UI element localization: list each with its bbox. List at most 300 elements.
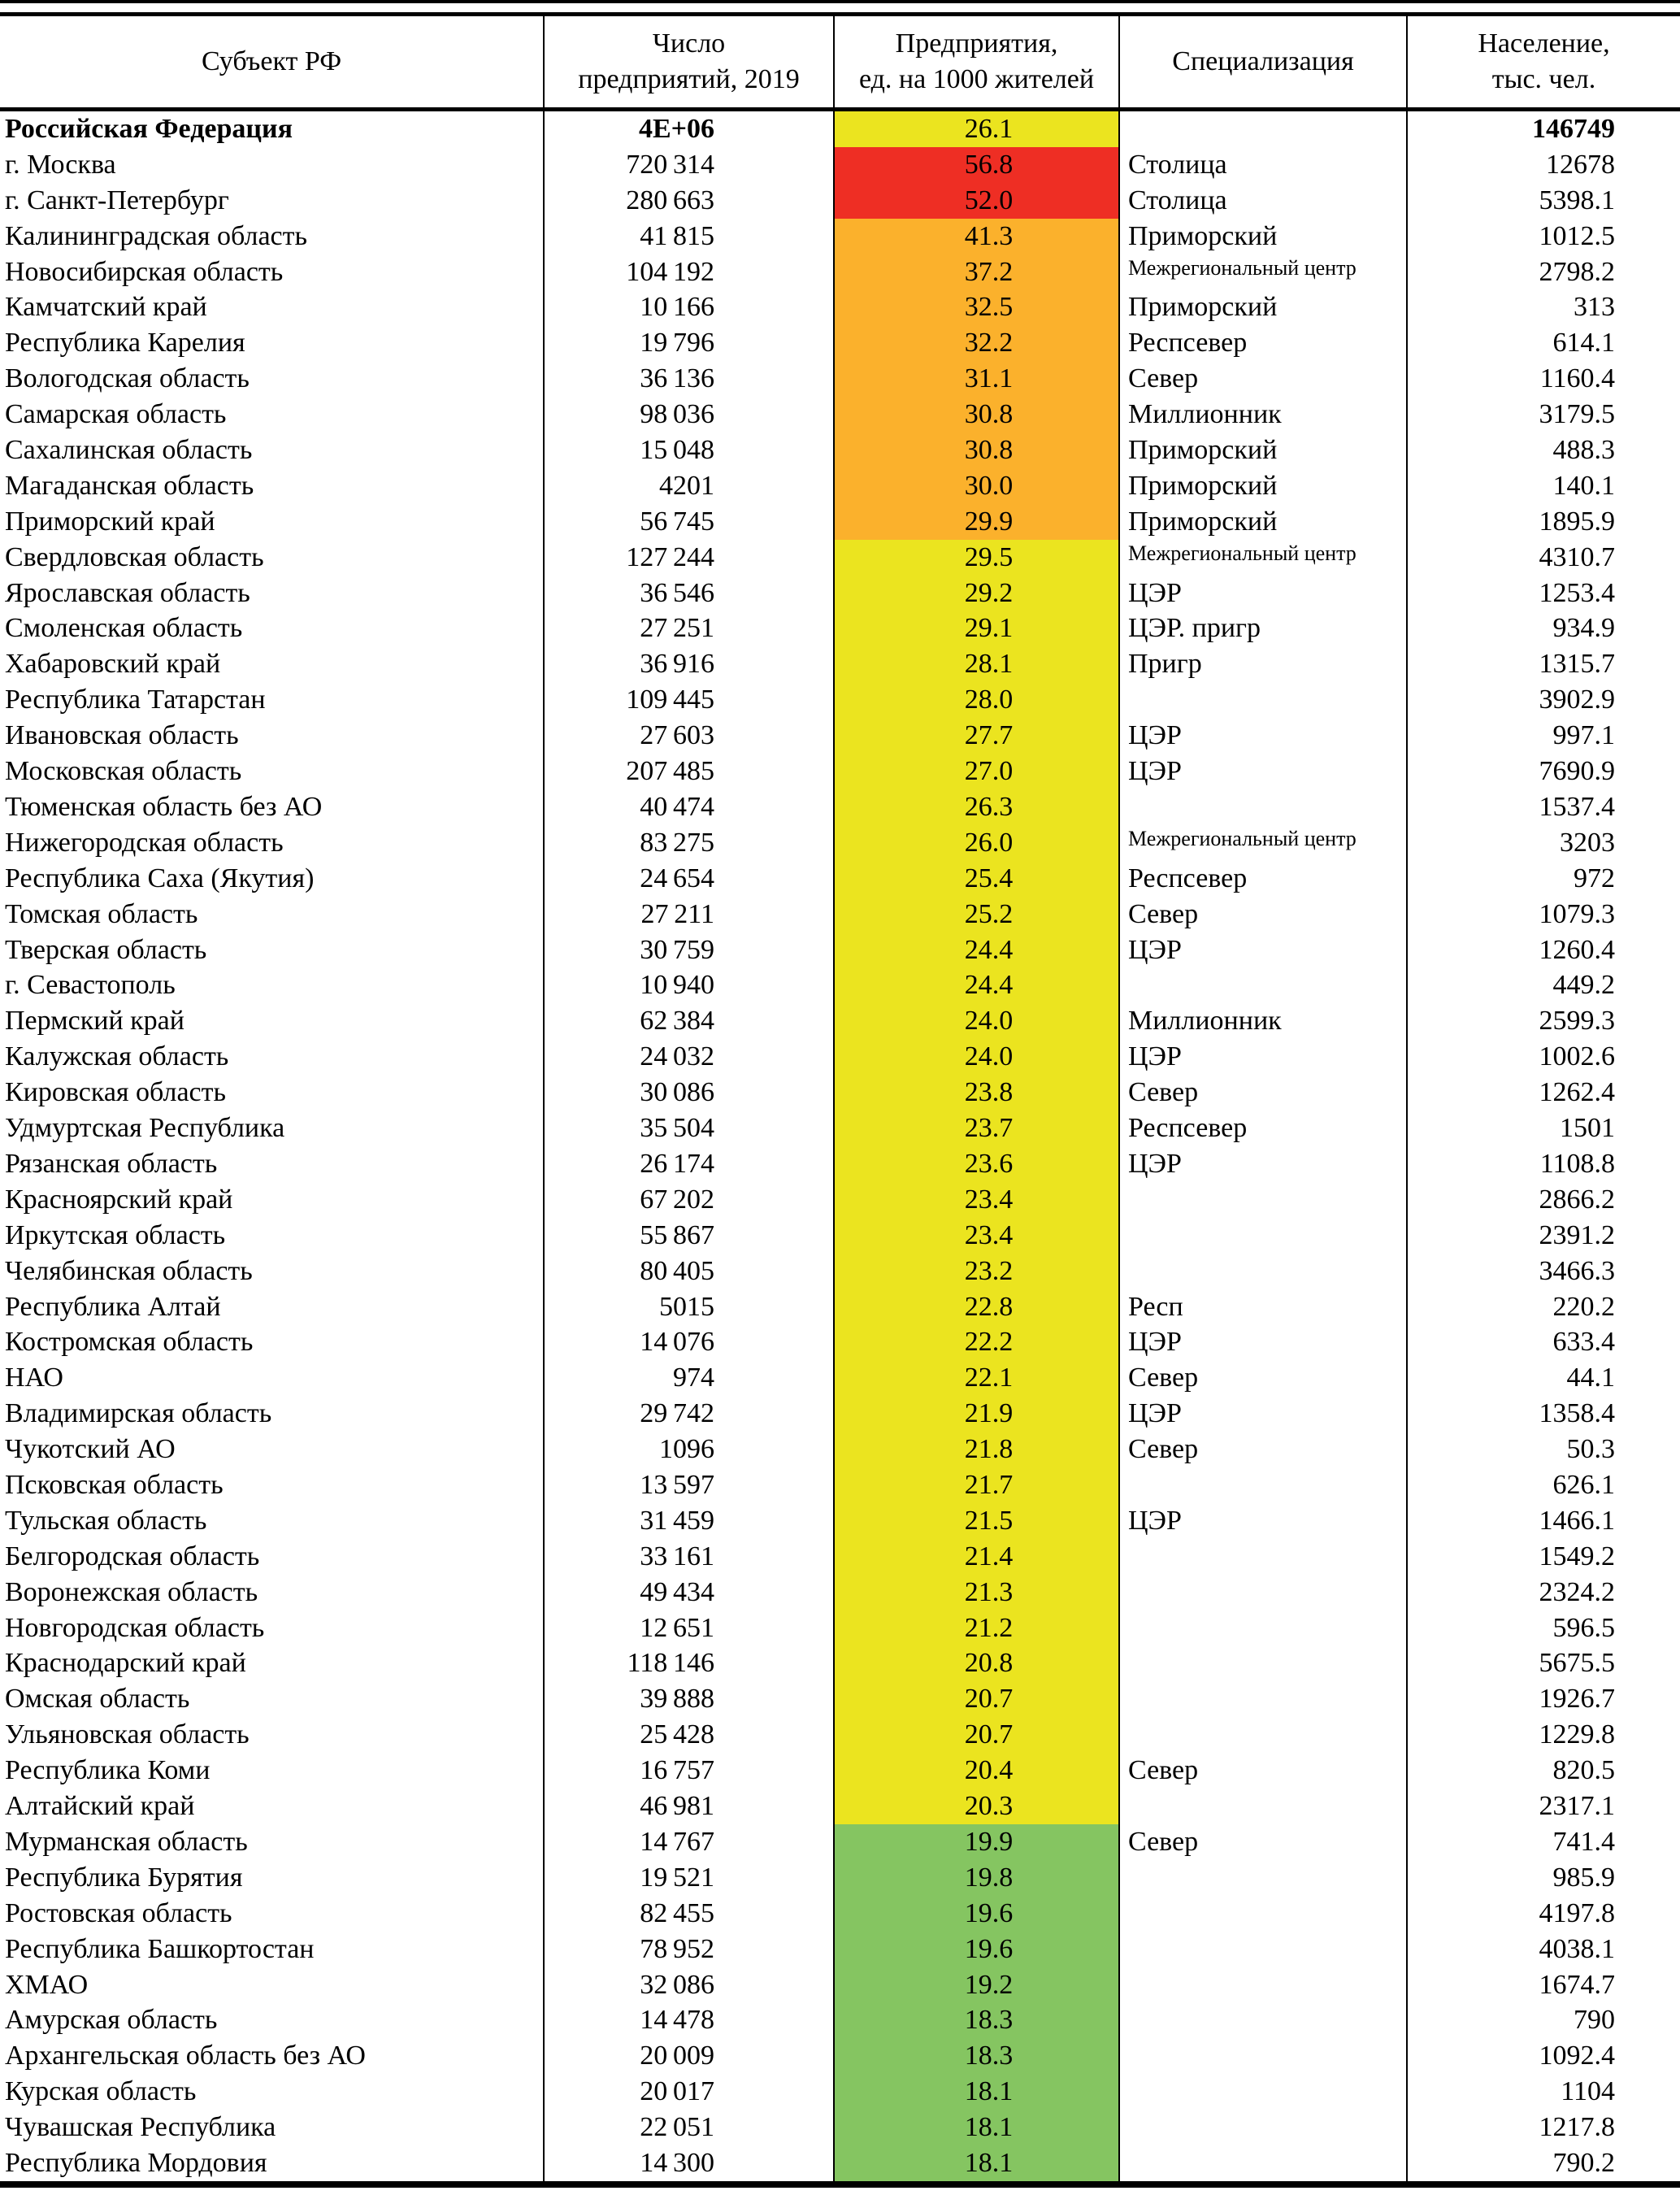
region-name-cell: Московская область: [5, 756, 242, 787]
rate-cell: 25.2: [833, 897, 1118, 932]
table-row: [0, 1824, 1680, 1860]
specialization-cell: ЦЭР: [1118, 1146, 1406, 1182]
rate-cell: 29.5: [833, 540, 1118, 576]
enterprise-count-cell: 16 757: [543, 1753, 833, 1789]
enterprise-count-cell: 36 136: [543, 361, 833, 397]
specialization-cell: Межрегиональный центр: [1118, 540, 1406, 576]
rate-cell: 21.9: [833, 1396, 1118, 1432]
population-cell: 5675.5: [1406, 1646, 1680, 1682]
specialization-cell: Север: [1118, 897, 1406, 932]
table-row: [0, 1610, 1680, 1646]
specialization-cell: ЦЭР: [1118, 1396, 1406, 1432]
table-row: [0, 1753, 1680, 1789]
enterprise-count-cell: 10 940: [543, 968, 833, 1004]
specialization-cell: [1118, 2003, 1406, 2039]
specialization-cell: Столица: [1118, 183, 1406, 219]
region-name-cell: Амурская область: [5, 2005, 218, 2036]
enterprise-count-cell: 25 428: [543, 1717, 833, 1753]
rate-cell: 23.6: [833, 1146, 1118, 1182]
enterprise-count-cell: 13 597: [543, 1467, 833, 1503]
region-name-cell: Ярославская область: [5, 577, 250, 608]
region-name-cell: НАО: [5, 1363, 63, 1393]
population-cell: 1549.2: [1406, 1539, 1680, 1575]
table-row: [0, 2038, 1680, 2074]
specialization-cell: [1118, 1610, 1406, 1646]
rate-cell: 29.2: [833, 576, 1118, 611]
region-name-cell: г. Севастополь: [5, 970, 176, 1001]
header-label-line: Население,: [1478, 28, 1610, 59]
region-name-cell: ХМАО: [5, 1969, 89, 2000]
table-row: [0, 1860, 1680, 1896]
rate-cell: 23.2: [833, 1254, 1118, 1289]
specialization-cell: Приморский: [1118, 219, 1406, 254]
enterprise-count-cell: 98 036: [543, 397, 833, 432]
enterprise-count-cell: 29 742: [543, 1396, 833, 1432]
rate-cell: 18.1: [833, 2074, 1118, 2110]
enterprise-count-cell: 26 174: [543, 1146, 833, 1182]
header-label-line: Субъект РФ: [201, 46, 342, 76]
rate-cell: 30.8: [833, 432, 1118, 468]
table-row: [0, 1967, 1680, 2003]
table-row: [0, 540, 1680, 576]
enterprise-count-cell: 127 244: [543, 540, 833, 576]
specialization-cell: [1118, 2145, 1406, 2181]
population-cell: 7690.9: [1406, 754, 1680, 789]
region-name-cell: Российская Федерация: [5, 113, 293, 144]
population-cell: 2391.2: [1406, 1218, 1680, 1254]
rate-cell: 21.2: [833, 1610, 1118, 1646]
table-row: [0, 2110, 1680, 2145]
region-name-cell: Чукотский АО: [5, 1434, 176, 1465]
region-name-cell: Магаданская область: [5, 470, 254, 501]
rate-cell: 20.8: [833, 1646, 1118, 1682]
specialization-cell: Приморский: [1118, 289, 1406, 325]
population-cell: 1253.4: [1406, 576, 1680, 611]
specialization-cell: Миллионник: [1118, 397, 1406, 432]
rate-cell: 29.9: [833, 504, 1118, 540]
population-cell: 313: [1406, 289, 1680, 325]
enterprise-count-cell: 31 459: [543, 1503, 833, 1539]
population-cell: 2317.1: [1406, 1789, 1680, 1824]
region-name-cell: Республика Карелия: [5, 328, 245, 359]
table-row: [0, 932, 1680, 968]
rate-cell: 18.1: [833, 2145, 1118, 2181]
enterprise-count-cell: 46 981: [543, 1789, 833, 1824]
enterprise-count-cell: 280 663: [543, 183, 833, 219]
specialization-cell: ЦЭР. пригр: [1118, 611, 1406, 647]
specialization-cell: ЦЭР: [1118, 932, 1406, 968]
rate-cell: 18.3: [833, 2003, 1118, 2039]
rate-cell: 19.6: [833, 1896, 1118, 1932]
population-cell: 140.1: [1406, 468, 1680, 504]
enterprise-count-cell: 4201: [543, 468, 833, 504]
specialization-cell: Север: [1118, 1075, 1406, 1111]
enterprise-count-cell: 15 048: [543, 432, 833, 468]
population-cell: 1466.1: [1406, 1503, 1680, 1539]
table-row: [0, 1289, 1680, 1325]
specialization-cell: [1118, 1218, 1406, 1254]
enterprise-count-cell: 5015: [543, 1289, 833, 1325]
population-cell: 1092.4: [1406, 2038, 1680, 2074]
specialization-cell: Респ: [1118, 1289, 1406, 1325]
table-row: [0, 2074, 1680, 2110]
table-row: [0, 504, 1680, 540]
region-name-cell: Ивановская область: [5, 720, 239, 751]
region-name-cell: Челябинская область: [5, 1255, 253, 1286]
region-name-cell: Калужская область: [5, 1041, 229, 1072]
enterprise-count-cell: 27 251: [543, 611, 833, 647]
header-specialization: [1118, 16, 1406, 107]
enterprise-count-cell: 20 009: [543, 2038, 833, 2074]
enterprise-count-cell: 12 651: [543, 1610, 833, 1646]
region-name-cell: Тверская область: [5, 934, 207, 965]
enterprise-count-cell: 30 759: [543, 932, 833, 968]
enterprise-count-cell: 32 086: [543, 1967, 833, 2003]
table-header: [0, 16, 1680, 111]
enterprise-count-cell: 62 384: [543, 1003, 833, 1039]
specialization-cell: [1118, 1182, 1406, 1218]
region-name-cell: Новгородская область: [5, 1612, 265, 1643]
table-row: [0, 611, 1680, 647]
rate-cell: 41.3: [833, 219, 1118, 254]
population-cell: 1260.4: [1406, 932, 1680, 968]
table-row: [0, 1932, 1680, 1967]
enterprise-count-cell: 24 032: [543, 1039, 833, 1075]
rate-cell: 19.8: [833, 1860, 1118, 1896]
rate-cell: 52.0: [833, 183, 1118, 219]
table-row: [0, 1254, 1680, 1289]
specialization-cell: [1118, 2110, 1406, 2145]
specialization-cell: [1118, 1681, 1406, 1717]
table-row: [0, 1218, 1680, 1254]
table-row: [0, 219, 1680, 254]
population-cell: 3179.5: [1406, 397, 1680, 432]
region-name-cell: Республика Татарстан: [5, 685, 266, 715]
population-cell: 2599.3: [1406, 1003, 1680, 1039]
rate-cell: 25.4: [833, 861, 1118, 897]
rate-cell: 20.3: [833, 1789, 1118, 1824]
table-row: [0, 1432, 1680, 1467]
specialization-cell: Приморский: [1118, 468, 1406, 504]
table-row: [0, 111, 1680, 147]
enterprise-count-cell: 78 952: [543, 1932, 833, 1967]
rate-cell: 22.2: [833, 1324, 1118, 1360]
region-name-cell: Вологодская область: [5, 363, 250, 394]
region-name-cell: Ростовская область: [5, 1897, 232, 1928]
population-cell: 790.2: [1406, 2145, 1680, 2181]
enterprise-count-cell: 4E+06: [543, 111, 833, 147]
rate-cell: 19.6: [833, 1932, 1118, 1967]
specialization-cell: Приморский: [1118, 432, 1406, 468]
population-cell: 449.2: [1406, 968, 1680, 1004]
table-row: [0, 2145, 1680, 2181]
population-cell: 614.1: [1406, 325, 1680, 361]
specialization-cell: Север: [1118, 1753, 1406, 1789]
population-cell: 741.4: [1406, 1824, 1680, 1860]
region-name-cell: Краснодарский край: [5, 1648, 246, 1679]
specialization-cell: ЦЭР: [1118, 576, 1406, 611]
rate-cell: 30.8: [833, 397, 1118, 432]
specialization-cell: ЦЭР: [1118, 754, 1406, 789]
region-name-cell: Новосибирская область: [5, 256, 284, 287]
table-row: [0, 1039, 1680, 1075]
specialization-cell: [1118, 1717, 1406, 1753]
enterprise-count-cell: 14 300: [543, 2145, 833, 2181]
region-name-cell: Республика Саха (Якутия): [5, 863, 315, 893]
population-cell: 220.2: [1406, 1289, 1680, 1325]
rate-cell: 21.8: [833, 1432, 1118, 1467]
rate-cell: 23.4: [833, 1182, 1118, 1218]
region-name-cell: Красноярский край: [5, 1184, 233, 1215]
specialization-cell: ЦЭР: [1118, 1503, 1406, 1539]
rate-cell: 26.0: [833, 825, 1118, 861]
population-cell: 1229.8: [1406, 1717, 1680, 1753]
header-enterprise-count: [543, 16, 833, 107]
region-name-cell: Архангельская область без АО: [5, 2041, 366, 2071]
enterprise-count-cell: 40 474: [543, 789, 833, 825]
enterprise-count-cell: 35 504: [543, 1111, 833, 1146]
region-name-cell: Удмуртская Республика: [5, 1113, 285, 1144]
population-cell: 596.5: [1406, 1610, 1680, 1646]
enterprise-count-cell: 207 485: [543, 754, 833, 789]
population-cell: 2324.2: [1406, 1575, 1680, 1610]
table-row: [0, 1503, 1680, 1539]
rate-cell: 21.4: [833, 1539, 1118, 1575]
enterprise-count-cell: 1096: [543, 1432, 833, 1467]
population-cell: 1501: [1406, 1111, 1680, 1146]
rate-cell: 24.4: [833, 932, 1118, 968]
enterprise-count-cell: 56 745: [543, 504, 833, 540]
region-name-cell: Смоленская область: [5, 613, 243, 644]
enterprise-count-cell: 118 146: [543, 1646, 833, 1682]
table-row: [0, 1717, 1680, 1753]
region-name-cell: Томская область: [5, 898, 198, 929]
table-row: [0, 1467, 1680, 1503]
table-row: [0, 1896, 1680, 1932]
table-row: [0, 1111, 1680, 1146]
enterprise-count-cell: 30 086: [543, 1075, 833, 1111]
specialization-cell: Север: [1118, 1432, 1406, 1467]
region-name-cell: Белгородская область: [5, 1541, 260, 1571]
population-cell: 3203: [1406, 825, 1680, 861]
specialization-cell: [1118, 1896, 1406, 1932]
specialization-cell: Север: [1118, 1824, 1406, 1860]
region-name-cell: Владимирская область: [5, 1398, 272, 1429]
population-cell: 626.1: [1406, 1467, 1680, 1503]
enterprise-count-cell: 109 445: [543, 682, 833, 718]
rate-cell: 20.7: [833, 1681, 1118, 1717]
specialization-cell: ЦЭР: [1118, 718, 1406, 754]
population-cell: 4197.8: [1406, 1896, 1680, 1932]
specialization-cell: [1118, 1467, 1406, 1503]
enterprise-count-cell: 720 314: [543, 147, 833, 183]
rate-cell: 22.1: [833, 1360, 1118, 1396]
rate-cell: 26.3: [833, 789, 1118, 825]
enterprise-count-cell: 27 211: [543, 897, 833, 932]
population-cell: 146749: [1406, 111, 1680, 147]
header-label-line: тыс. чел.: [1491, 64, 1596, 94]
population-cell: 5398.1: [1406, 183, 1680, 219]
rate-cell: 20.7: [833, 1717, 1118, 1753]
table-row: [0, 1646, 1680, 1682]
table-row: [0, 1575, 1680, 1610]
specialization-cell: [1118, 682, 1406, 718]
table-row: [0, 825, 1680, 861]
enterprise-count-cell: 974: [543, 1360, 833, 1396]
rate-cell: 21.5: [833, 1503, 1118, 1539]
table-row: [0, 254, 1680, 290]
table-row: [0, 754, 1680, 789]
top-hairline-rule: [0, 0, 1680, 3]
header-label-line: Число: [652, 28, 726, 59]
region-name-cell: Республика Мордовия: [5, 2148, 267, 2179]
rate-cell: 18.3: [833, 2038, 1118, 2074]
enterprise-count-cell: 19 521: [543, 1860, 833, 1896]
enterprise-count-cell: 24 654: [543, 861, 833, 897]
header-rate-per-1000: [833, 16, 1118, 107]
population-cell: 820.5: [1406, 1753, 1680, 1789]
enterprise-count-cell: 14 767: [543, 1824, 833, 1860]
table-row: [0, 682, 1680, 718]
population-cell: 1079.3: [1406, 897, 1680, 932]
specialization-cell: Приморский: [1118, 504, 1406, 540]
region-name-cell: Республика Алтай: [5, 1291, 221, 1322]
rate-cell: 19.9: [833, 1824, 1118, 1860]
specialization-cell: Межрегиональный центр: [1118, 825, 1406, 861]
specialization-cell: [1118, 2074, 1406, 2110]
population-cell: 1926.7: [1406, 1681, 1680, 1717]
table-row: [0, 1396, 1680, 1432]
population-cell: 1104: [1406, 2074, 1680, 2110]
table-row: [0, 789, 1680, 825]
rate-cell: 32.5: [833, 289, 1118, 325]
table-row: [0, 1360, 1680, 1396]
table-row: [0, 1146, 1680, 1182]
rate-cell: 23.7: [833, 1111, 1118, 1146]
rate-cell: 23.8: [833, 1075, 1118, 1111]
table-row: [0, 397, 1680, 432]
population-cell: 1674.7: [1406, 1967, 1680, 2003]
region-name-cell: Иркутская область: [5, 1219, 226, 1250]
specialization-cell: Респсевер: [1118, 861, 1406, 897]
enterprise-count-cell: 104 192: [543, 254, 833, 290]
region-name-cell: Хабаровский край: [5, 649, 221, 680]
region-name-cell: Ульяновская область: [5, 1719, 250, 1750]
specialization-cell: [1118, 111, 1406, 147]
specialization-cell: Север: [1118, 361, 1406, 397]
rate-cell: 27.0: [833, 754, 1118, 789]
population-cell: 1160.4: [1406, 361, 1680, 397]
specialization-cell: [1118, 1646, 1406, 1682]
population-cell: 1002.6: [1406, 1039, 1680, 1075]
rate-cell: 22.8: [833, 1289, 1118, 1325]
specialization-cell: [1118, 1967, 1406, 2003]
table-row: [0, 1324, 1680, 1360]
table-row: [0, 1003, 1680, 1039]
enterprise-count-cell: 14 076: [543, 1324, 833, 1360]
population-cell: 997.1: [1406, 718, 1680, 754]
table-row: [0, 1789, 1680, 1824]
header-population: [1406, 16, 1680, 107]
population-cell: 790: [1406, 2003, 1680, 2039]
enterprise-count-cell: 83 275: [543, 825, 833, 861]
region-name-cell: Тульская область: [5, 1505, 207, 1536]
region-name-cell: Алтайский край: [5, 1791, 195, 1822]
rate-cell: 56.8: [833, 147, 1118, 183]
specialization-cell: Межрегиональный центр: [1118, 254, 1406, 290]
enterprise-count-cell: 67 202: [543, 1182, 833, 1218]
specialization-cell: ЦЭР: [1118, 1039, 1406, 1075]
population-cell: 972: [1406, 861, 1680, 897]
table-row: [0, 1681, 1680, 1717]
population-cell: 44.1: [1406, 1360, 1680, 1396]
rate-cell: 19.2: [833, 1967, 1118, 2003]
region-name-cell: г. Москва: [5, 149, 116, 180]
rate-cell: 28.1: [833, 646, 1118, 682]
region-name-cell: Костромская область: [5, 1327, 254, 1358]
region-name-cell: Калининградская область: [5, 220, 307, 251]
specialization-cell: [1118, 1860, 1406, 1896]
enterprise-count-cell: 36 546: [543, 576, 833, 611]
rate-cell: 26.1: [833, 111, 1118, 147]
header-subject: [0, 16, 543, 107]
rate-cell: 32.2: [833, 325, 1118, 361]
enterprise-count-cell: 36 916: [543, 646, 833, 682]
table-row: [0, 1182, 1680, 1218]
region-name-cell: Псковская область: [5, 1470, 224, 1500]
table-row: [0, 968, 1680, 1004]
specialization-cell: ЦЭР: [1118, 1324, 1406, 1360]
specialization-cell: [1118, 2038, 1406, 2074]
population-cell: 488.3: [1406, 432, 1680, 468]
region-name-cell: Пермский край: [5, 1006, 184, 1037]
specialization-cell: [1118, 789, 1406, 825]
rate-cell: 28.0: [833, 682, 1118, 718]
specialization-cell: [1118, 1254, 1406, 1289]
specialization-cell: [1118, 1575, 1406, 1610]
table-row: [0, 361, 1680, 397]
region-name-cell: Мурманская область: [5, 1826, 248, 1857]
enterprise-count-cell: 10 166: [543, 289, 833, 325]
table-row: [0, 432, 1680, 468]
specialization-cell: [1118, 1932, 1406, 1967]
population-cell: 1217.8: [1406, 2110, 1680, 2145]
rate-cell: 29.1: [833, 611, 1118, 647]
rate-cell: 24.0: [833, 1003, 1118, 1039]
rate-cell: 37.2: [833, 254, 1118, 290]
population-cell: 1315.7: [1406, 646, 1680, 682]
enterprise-count-cell: 49 434: [543, 1575, 833, 1610]
population-cell: 3466.3: [1406, 1254, 1680, 1289]
region-name-cell: Курская область: [5, 2076, 197, 2107]
region-name-cell: Воронежская область: [5, 1576, 258, 1607]
rate-cell: 27.7: [833, 718, 1118, 754]
header-label-line: предприятий, 2019: [578, 64, 800, 94]
table-row: [0, 289, 1680, 325]
table-row: [0, 897, 1680, 932]
population-cell: 4038.1: [1406, 1932, 1680, 1967]
rate-cell: 18.1: [833, 2110, 1118, 2145]
specialization-cell: Респсевер: [1118, 325, 1406, 361]
regions-table: [0, 12, 1680, 2188]
header-label-line: ед. на 1000 жителей: [858, 64, 1095, 94]
specialization-cell: Миллионник: [1118, 1003, 1406, 1039]
rate-cell: 31.1: [833, 361, 1118, 397]
region-name-cell: Кировская область: [5, 1077, 227, 1108]
table-row: [0, 325, 1680, 361]
region-name-cell: Рязанская область: [5, 1148, 218, 1179]
region-name-cell: Республика Бурятия: [5, 1862, 243, 1893]
